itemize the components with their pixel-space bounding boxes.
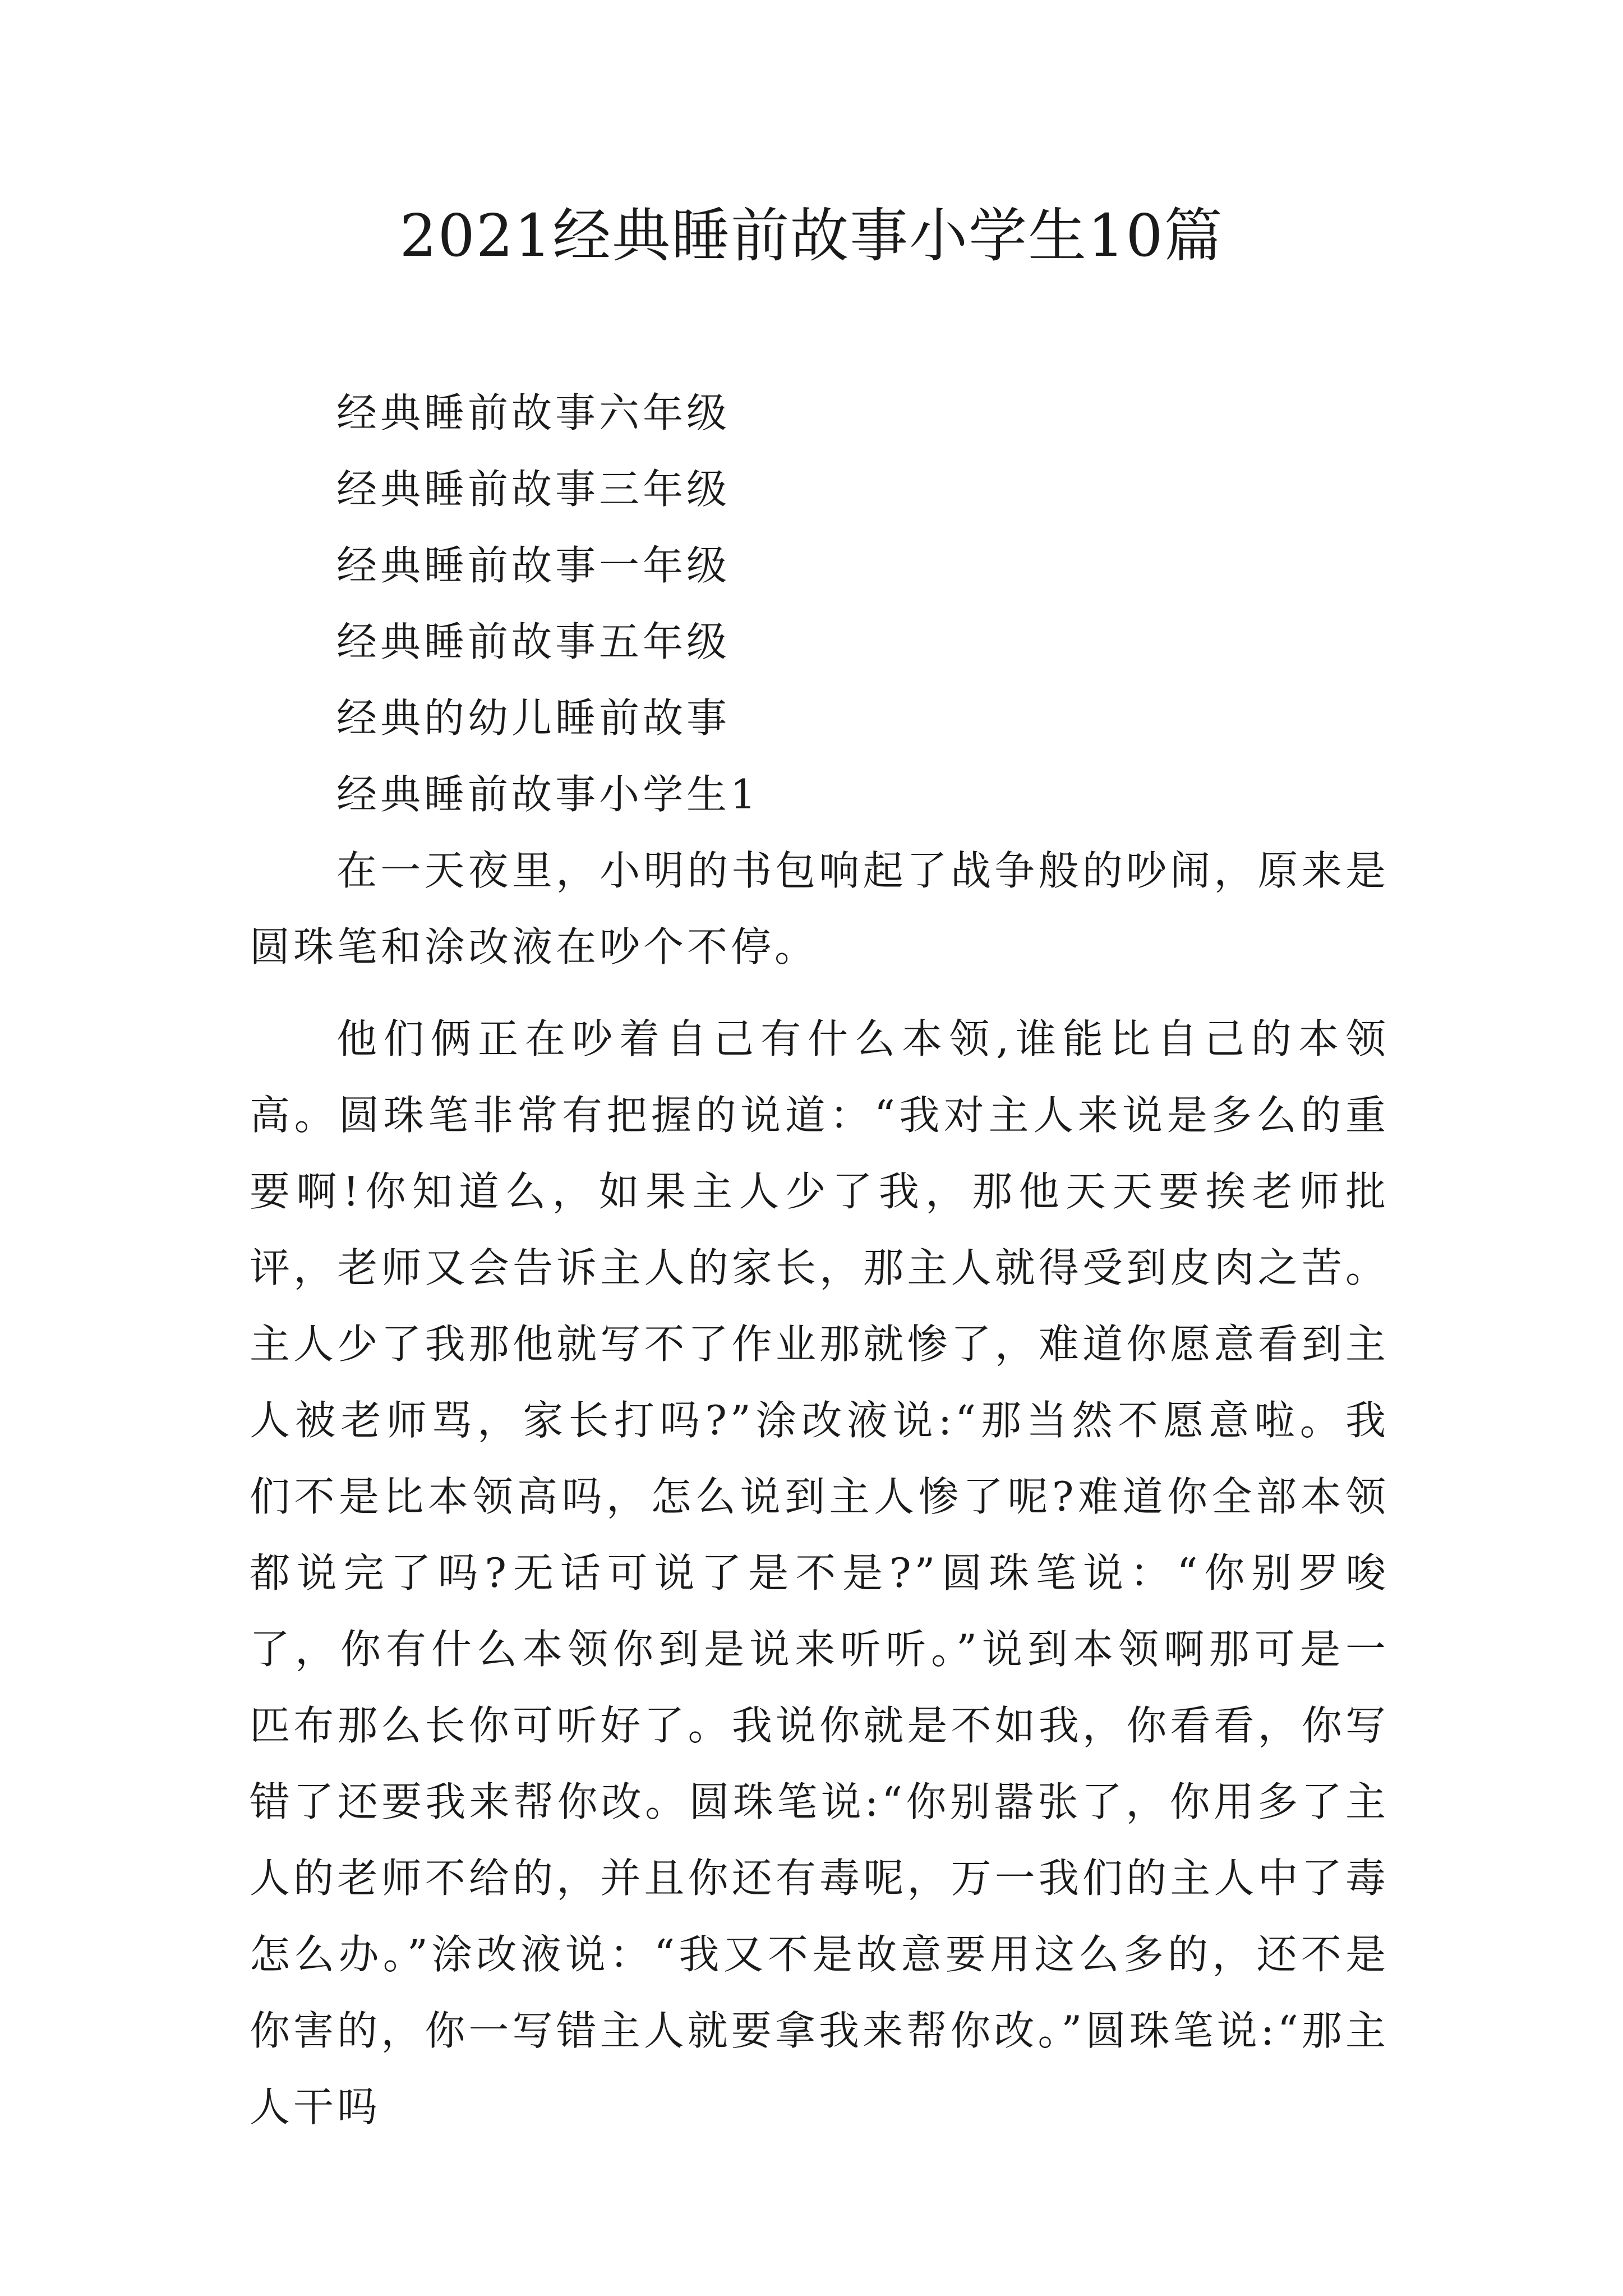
- toc-item: 经典睡前故事小学生1: [336, 771, 759, 818]
- story-paragraph: 他们俩正在吵着自己有什么本领,谁能比自己的本领高。圆珠笔非常有把握的说道：“我对主人来说是多么的重要啊!你知道么，如果主人少了我，那他天天要挨老师批评，老师又会告诉主人的家长，那主人就得受到皮肉之苦。主人少了我那他就写不了作业那就惨了，难道你愿意看到主人被老师骂，家长打吗?”涂改液说:“那当然不愿意啦。我们不是比本领高吗，怎么说到主人惨了呢?难道你全部本领都说完了吗?无话可说了是不是?”圆珠笔说：“你别罗唆了，你有什么本领你到是说来听听。”说到本领啊那可是一匹布那么长你可听好了。我说你就是不如我，你看看，你写错了还要我来帮你改。圆珠笔说:“你别嚣张了，你用多了主人的老师不给的，并且你还有毒呢，万一我们的主人中了毒怎么办。”涂改液说：“我又不是故意要用这么多的，还不是你害的，你一写错主人就要拿我来帮你改。”圆珠笔说:“那主人干吗: [250, 1015, 1389, 2131]
- story-body: [250, 832, 1389, 2145]
- toc-item: 经典睡前故事六年级: [336, 389, 731, 436]
- document-title: 2021经典睡前故事小学生10篇: [399, 201, 1224, 270]
- toc-item: 经典睡前故事三年级: [336, 466, 731, 513]
- toc-item: 经典的幼儿睡前故事: [336, 694, 731, 742]
- story-paragraph: 在一天夜里，小明的书包响起了战争般的吵闹，原来是圆珠笔和涂改液在吵个不停。: [250, 847, 1389, 970]
- toc-item: 经典睡前故事一年级: [336, 542, 731, 589]
- table-of-contents: [336, 375, 1458, 832]
- toc-item: 经典睡前故事五年级: [336, 618, 731, 665]
